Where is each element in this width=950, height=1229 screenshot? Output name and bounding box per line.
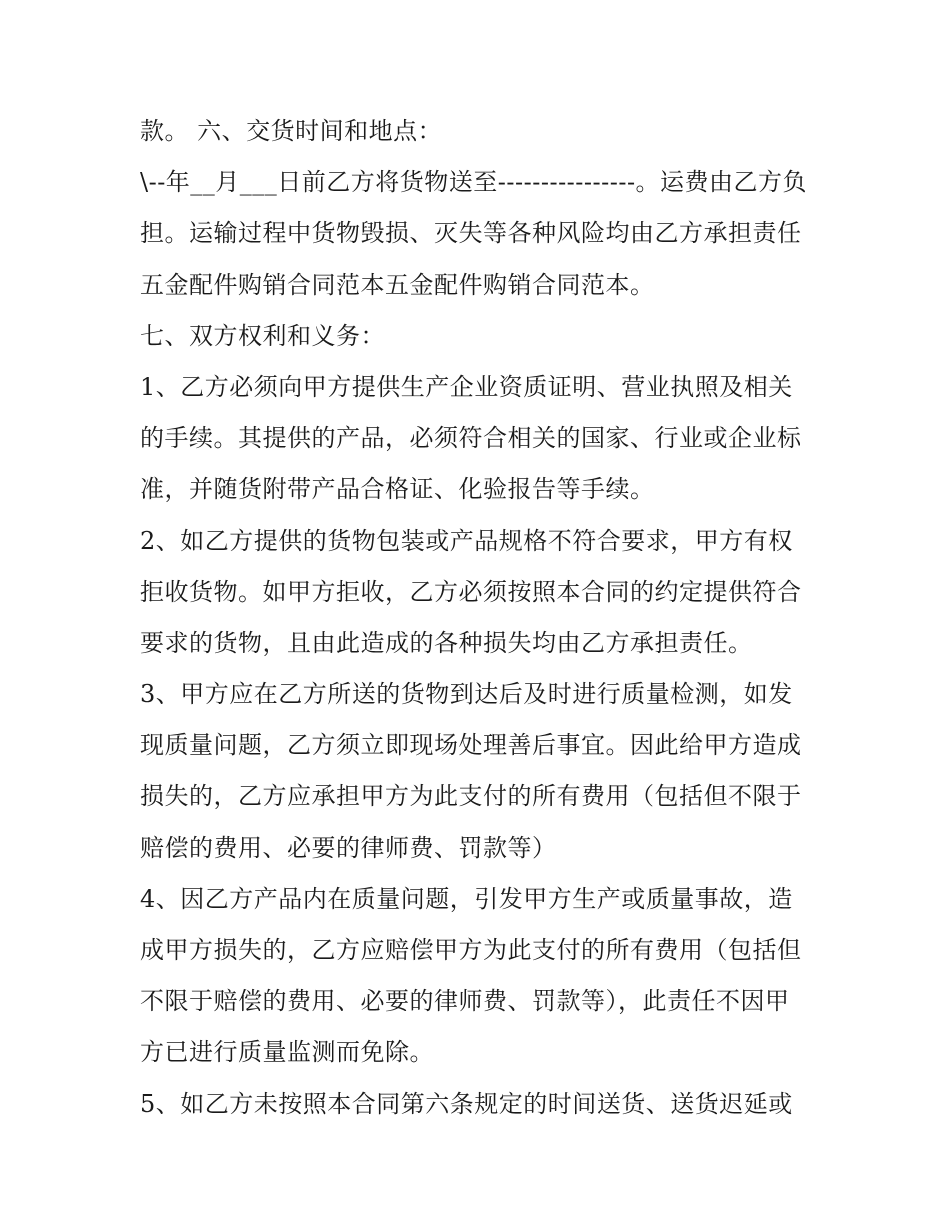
text-line: 5、如乙方未按照本合同第六条规定的时间送货、送货迟延或 <box>140 1089 793 1118</box>
text-line: 的手续。其提供的产品，必须符合相关的国家、行业或企业标 <box>140 424 802 453</box>
text-line: 准，并随货附带产品合格证、化验报告等手续。 <box>140 475 655 504</box>
document-body <box>140 106 830 1130</box>
text-line: 要求的货物，且由此造成的各种损失均由乙方承担责任。 <box>140 628 753 657</box>
text-line: 2、如乙方提供的货物包装或产品规格不符合要求，甲方有权 <box>140 526 793 555</box>
text-line: 4、因乙方产品内在质量问题，引发甲方生产或质量事故，造 <box>140 884 793 913</box>
text-line: 损失的，乙方应承担甲方为此支付的所有费用（包括但不限于 <box>140 782 802 811</box>
text-line: 不限于赔偿的费用、必要的律师费、罚款等），此责任不因甲 <box>140 987 790 1016</box>
text-line: 五金配件购销合同范本五金配件购销合同范本。 <box>140 270 655 299</box>
text-line: 赔偿的费用、必要的律师费、罚款等） <box>140 833 557 862</box>
text-line: 拒收货物。如甲方拒收，乙方必须按照本合同的约定提供符合 <box>140 577 802 606</box>
text-line: 款。 六、交货时间和地点： <box>140 117 443 145</box>
text-line: 3、甲方应在乙方所送的货物到达后及时进行质量检测，如发 <box>140 680 793 709</box>
text-line: 现质量问题，乙方须立即现场处理善后事宜。因此给甲方造成 <box>140 731 802 760</box>
text-line: 方已进行质量监测而免除。 <box>140 1038 434 1067</box>
text-line: \--年__月___日前乙方将货物送至----------------。运费由乙方负 <box>140 168 808 197</box>
text-line: 成甲方损失的，乙方应赔偿甲方为此支付的所有费用（包括但 <box>140 936 802 964</box>
section-heading: 七、双方权利和义务： <box>140 321 385 350</box>
text-line: 担。运输过程中货物毁损、灭失等各种风险均由乙方承担责任 <box>140 219 802 248</box>
text-line: 1、乙方必须向甲方提供生产企业资质证明、营业执照及相关 <box>140 372 793 401</box>
